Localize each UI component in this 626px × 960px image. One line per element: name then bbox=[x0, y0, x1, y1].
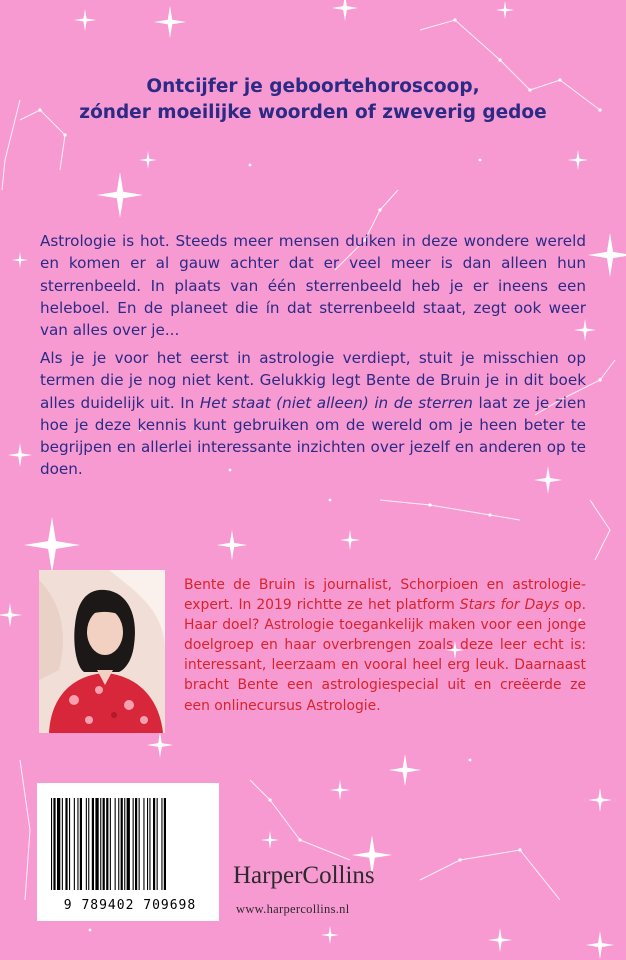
isbn-number: 9 789402 709698 bbox=[63, 898, 197, 913]
author-photo bbox=[39, 570, 165, 733]
star-sparkle-icon bbox=[488, 928, 512, 952]
crescent-moon-icon bbox=[308, 10, 327, 30]
barcode-bar bbox=[127, 798, 130, 890]
barcode-bar bbox=[135, 798, 137, 890]
star-sparkle-icon bbox=[74, 9, 96, 31]
barcode-bar bbox=[153, 798, 155, 890]
barcode-bar bbox=[74, 798, 75, 890]
star-sparkle-icon bbox=[321, 926, 339, 944]
barcode-bar bbox=[118, 798, 119, 890]
barcode-bar bbox=[106, 798, 108, 890]
star-sparkle-icon bbox=[389, 754, 421, 786]
barcode bbox=[37, 783, 219, 921]
star-sparkle-icon bbox=[340, 530, 360, 550]
star-sparkle-icon bbox=[588, 233, 626, 277]
intro-paragraph-2-start: Als je je voor het eerst in astrologie verdiept, stuit je misschien op termen die je nog niet kent. Gelukkig legt Bente de Bruin je in dit boek alles duidelijk uit. In bbox=[40, 349, 586, 412]
star-sparkle-icon bbox=[261, 831, 279, 849]
barcode-bar bbox=[51, 798, 52, 890]
platform-name: Stars for Days bbox=[459, 597, 560, 614]
barcode-bar bbox=[124, 798, 125, 890]
star-sparkle-icon bbox=[496, 1, 514, 19]
crescent-moon-icon bbox=[202, 175, 221, 195]
star-sparkle-icon bbox=[586, 931, 614, 959]
intro-paragraph-2-end: laat ze je zien hoe je deze kennis kunt gebruiken om de wereld om je heen beter te begrijpen en allerlei interessante inzichten over jezelf en anderen op te doen. bbox=[40, 393, 586, 479]
headline bbox=[0, 74, 626, 126]
author-bio-start: Bente de Bruin is journalist, Schorpioen en astrologie-expert. In 2019 richtte ze het platform bbox=[184, 577, 586, 614]
star-sparkle-icon bbox=[332, 0, 358, 21]
star-sparkle-icon bbox=[330, 780, 350, 800]
star-sparkle-icon bbox=[8, 443, 32, 467]
star-sparkle-icon bbox=[24, 517, 80, 573]
barcode-bar bbox=[161, 798, 162, 890]
barcode-bar bbox=[57, 798, 60, 890]
barcode-bar bbox=[143, 798, 144, 890]
crescent-moon-icon bbox=[431, 0, 448, 17]
star-sparkle-icon bbox=[12, 252, 28, 268]
star-sparkle-icon bbox=[217, 530, 247, 560]
barcode-bar bbox=[164, 798, 166, 890]
barcode-bar bbox=[53, 798, 55, 890]
intro-paragraph-1: Astrologie is hot. Steeds meer mensen duiken in deze wondere wereld en komen er al gauw achter dat er veel meer is dan alleen hun sterrenbeeld. In plaats van één sterrenbeeld heb je er ineens een heleboel. En de planeet die ín dat sterrenbeeld staat, zegt ook weer van alles over je... bbox=[40, 232, 586, 340]
barcode-bar bbox=[100, 798, 101, 890]
star-sparkle-icon bbox=[568, 150, 588, 170]
publisher-url[interactable]: www.harpercollins.nl bbox=[236, 902, 350, 916]
barcode-bar bbox=[80, 798, 82, 890]
barcode-bar bbox=[103, 798, 105, 890]
headline-line-2: zónder moeilijke woorden of zweverig gedoe bbox=[79, 102, 547, 123]
barcode-bar bbox=[149, 798, 150, 890]
barcode-bar bbox=[62, 798, 63, 890]
barcode-bar bbox=[133, 798, 134, 890]
book-title: Het staat (niet alleen) in de sterren bbox=[199, 393, 473, 412]
crescent-moon-icon bbox=[510, 736, 532, 759]
star-sparkle-icon bbox=[0, 603, 22, 627]
barcode-bar bbox=[110, 798, 111, 890]
star-sparkle-icon bbox=[588, 788, 612, 812]
star-sparkle-icon bbox=[147, 732, 173, 758]
barcode-bar bbox=[69, 798, 70, 890]
barcode-bar bbox=[121, 798, 123, 890]
headline-line-1: Ontcijfer je geboortehoroscoop, bbox=[146, 76, 480, 97]
intro-paragraph-2 bbox=[40, 347, 586, 481]
author-bio-end: op. Haar doel? Astrologie toegankelijk maken voor een jonge doelgroep en haar overbrengen zoals deze leer echt is: interessant, leerzaam en vooral heel erg leuk. Daarnaast bracht Bente een astrologiespecial uit en creëerde ze een onlinecursus Astrologie. bbox=[184, 597, 586, 714]
barcode-bar bbox=[65, 798, 67, 890]
barcode-bar bbox=[77, 798, 78, 890]
barcode-bar bbox=[157, 798, 158, 890]
crescent-moon-icon bbox=[508, 183, 530, 206]
star-sparkle-icon bbox=[154, 6, 186, 38]
barcode-bars bbox=[51, 798, 207, 890]
barcode-bar bbox=[95, 798, 98, 890]
barcode-bar bbox=[92, 798, 94, 890]
star-sparkle-icon bbox=[139, 151, 157, 169]
barcode-bar bbox=[88, 798, 89, 890]
publisher-logo: HarperCollins bbox=[233, 862, 375, 889]
barcode-bar bbox=[139, 798, 140, 890]
barcode-bar bbox=[86, 798, 87, 890]
barcode-bar bbox=[115, 798, 116, 890]
author-bio bbox=[184, 575, 586, 716]
star-sparkle-icon bbox=[97, 172, 143, 218]
barcode-bar bbox=[147, 798, 148, 890]
